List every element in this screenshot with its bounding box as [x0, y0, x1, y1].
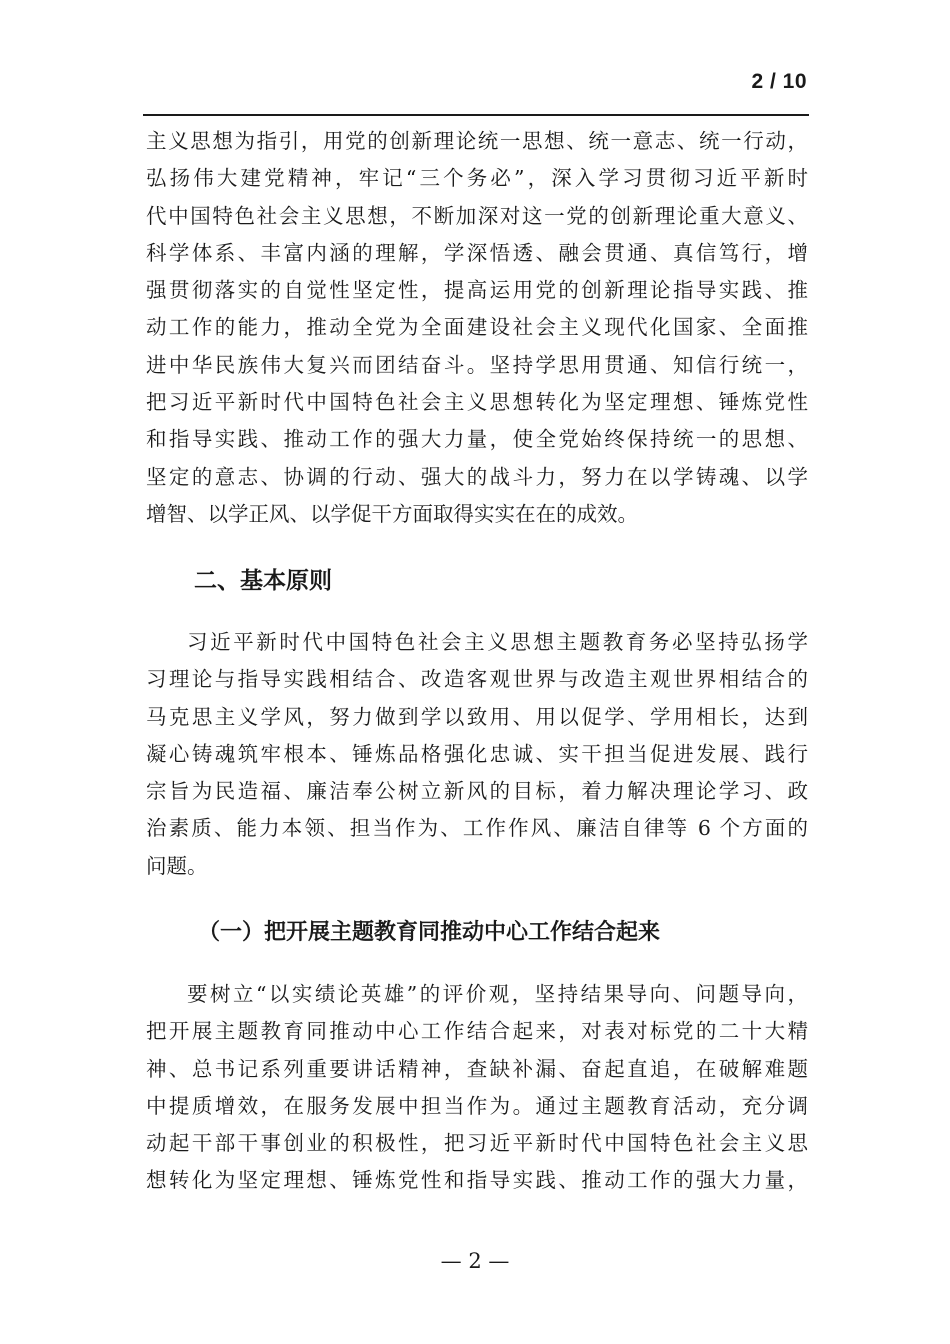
page-number-footer: — 2 — — [440, 1249, 510, 1273]
paragraph-line: 弘扬伟大建党精神，牢记“三个务必”，深入学习贯彻习近平新时 — [146, 166, 808, 191]
paragraph-line: 增智、以学正风、以学促干方面取得实实在在的成效。 — [146, 501, 638, 526]
paragraph-line: 强贯彻落实的自觉性坚定性，提高运用党的创新理论指导实践、推 — [146, 278, 808, 303]
paragraph-line: 代中国特色社会主义思想，不断加深对这一党的创新理论重大意义、 — [146, 203, 808, 228]
paragraph-line: 要树立“以实绩论英雄”的评价观，坚持结果导向、问题导向， — [187, 982, 808, 1006]
paragraph-line: 宗旨为民造福、廉洁奉公树立新风的目标，着力解决理论学习、政 — [146, 779, 808, 804]
paragraph-line: 科学体系、丰富内涵的理解，学深悟透、融会贯通、真信笃行，增 — [146, 240, 808, 265]
subsection-heading: （一）把开展主题教育同推动中心工作结合起来 — [198, 920, 661, 945]
paragraph-central-work — [146, 976, 808, 1200]
paragraph-line: 习理论与指导实践相结合、改造客观世界与改造主观世界相结合的 — [146, 667, 808, 692]
paragraph-line: 和指导实践、推动工作的强大力量，使全党始终保持统一的思想、 — [146, 427, 808, 452]
paragraph-line: 动工作的能力，推动全党为全面建设社会主义现代化国家、全面推 — [146, 315, 808, 340]
paragraph-line: 把开展主题教育同推动中心工作结合起来，对表对标党的二十大精 — [146, 1019, 808, 1044]
paragraph-line: 把习近平新时代中国特色社会主义思想转化为坚定理想、锤炼党性 — [146, 390, 808, 415]
paragraph-line: 主义思想为指引，用党的创新理论统一思想、统一意志、统一行动， — [146, 129, 808, 153]
paragraph-line: 神、总书记系列重要讲话精神，查缺补漏、奋起直追，在破解难题 — [146, 1056, 808, 1081]
paragraph-line: 坚定的意志、协调的行动、强大的战斗力，努力在以学铸魂、以学 — [146, 464, 808, 489]
paragraph-line: 马克思主义学风，努力做到学以致用、用以促学、学用相长，达到 — [146, 704, 808, 729]
paragraph-line: 进中华民族伟大复兴而团结奋斗。坚持学思用贯通、知信行统一， — [146, 352, 808, 377]
paragraph-line: 中提质增效，在服务发展中担当作为。通过主题教育活动，充分调 — [146, 1093, 808, 1118]
paragraph-principles — [146, 624, 808, 885]
paragraph-line: 动起干部干事创业的积极性，把习近平新时代中国特色社会主义思 — [146, 1131, 808, 1156]
paragraph-line: 问题。 — [146, 853, 208, 878]
section-heading: 二、基本原则 — [194, 568, 332, 594]
header-divider — [143, 114, 809, 116]
paragraph-line: 凝心铸魂筑牢根本、锤炼品格强化忠诚、实干担当促进发展、践行 — [146, 741, 808, 766]
paragraph-line: 想转化为坚定理想、锤炼党性和指导实践、推动工作的强大力量， — [146, 1168, 808, 1193]
page-counter: 2 / 10 — [751, 70, 807, 93]
paragraph-line: 习近平新时代中国特色社会主义思想主题教育务必坚持弘扬学 — [187, 630, 808, 654]
paragraph-continued — [146, 123, 808, 533]
paragraph-line: 治素质、能力本领、担当作为、工作作风、廉洁自律等 6 个方面的 — [146, 816, 808, 841]
